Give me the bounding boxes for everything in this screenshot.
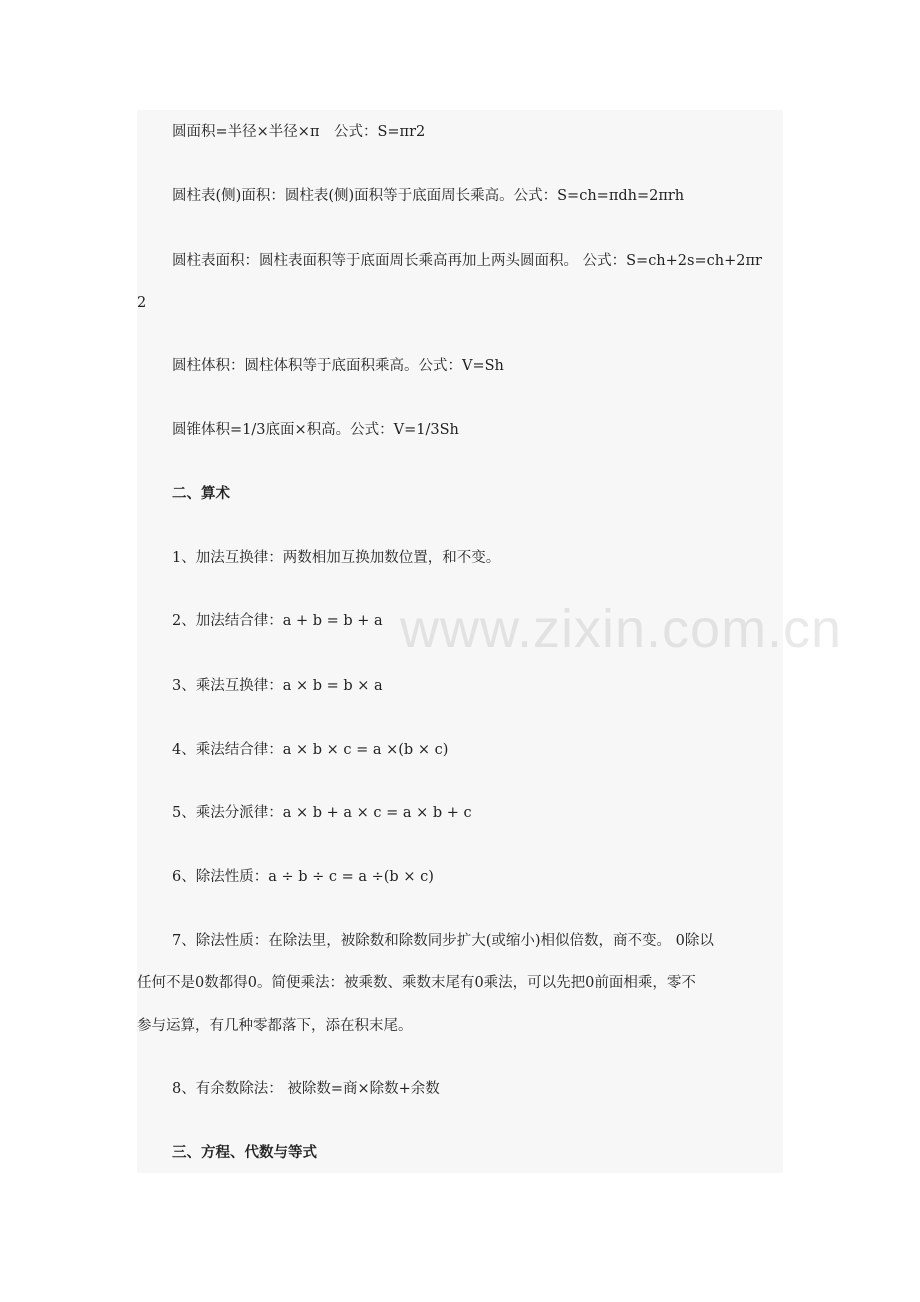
rule-division-with-remainder: 8、有余数除法： 被除数=商×除数+余数 <box>172 1081 440 1097</box>
formula-cylinder-surface-area-continued: 2 <box>137 295 147 311</box>
formula-circle-area: 圆面积=半径×半径×π 公式：S=πr2 <box>172 124 426 140</box>
rule-addition-associative: 2、加法结合律：a + b = b + a <box>172 613 383 629</box>
formula-cylinder-volume: 圆柱体积：圆柱体积等于底面积乘高。公式：V=Sh <box>172 358 504 374</box>
rule-division-property-2-line2: 任何不是0数都得0。简便乘法：被乘数、乘数末尾有0乘法，可以先把0前面相乘，零不 <box>137 975 696 991</box>
formula-cylinder-lateral-area: 圆柱表(侧)面积：圆柱表(侧)面积等于底面周长乘高。公式：S=ch=πdh=2πrh <box>172 188 685 204</box>
formula-cylinder-surface-area: 圆柱表面积：圆柱表面积等于底面周长乘高再加上两头圆面积。 公式：S=ch+2s=ch+2πr <box>172 253 762 269</box>
rule-multiplication-commutative: 3、乘法互换律：a × b = b × a <box>172 678 383 694</box>
rule-division-property: 6、除法性质：a ÷ b ÷ c = a ÷(b × c) <box>172 869 434 885</box>
rule-division-property-2-line3: 参与运算，有几种零都落下，添在积末尾。 <box>137 1018 413 1034</box>
rule-multiplication-distributive: 5、乘法分派律：a × b + a × c = a × b + c <box>172 805 472 821</box>
watermark: www.zixin.com.cn <box>400 599 843 659</box>
rule-division-property-2: 7、除法性质：在除法里，被除数和除数同步扩大(或缩小)相似倍数，商不变。 0除以 <box>172 933 714 949</box>
section-heading-arithmetic: 二、算术 <box>172 485 230 502</box>
rule-multiplication-associative: 4、乘法结合律：a × b × c = a ×(b × c) <box>172 742 449 758</box>
rule-addition-commutative: 1、加法互换律：两数相加互换加数位置，和不变。 <box>172 550 501 566</box>
formula-cone-volume: 圆锥体积=1/3底面×积高。公式：V=1/3Sh <box>172 422 459 438</box>
section-heading-equations: 三、方程、代数与等式 <box>172 1144 317 1161</box>
